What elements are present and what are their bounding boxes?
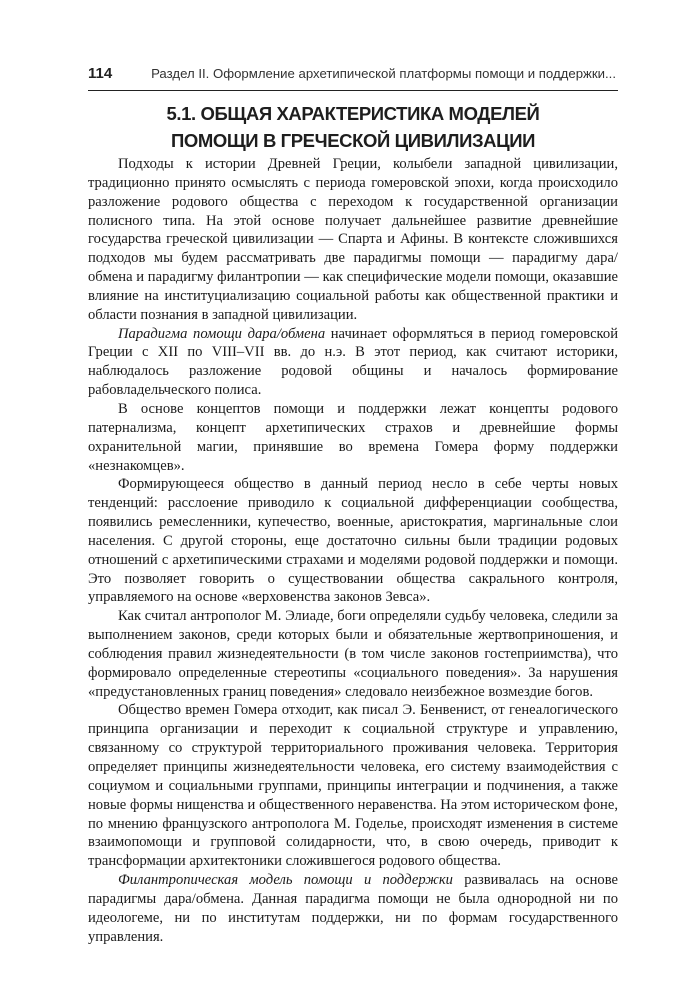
page-number: 114 <box>88 65 113 82</box>
paragraph-2 <box>88 325 618 400</box>
paragraph-7-italic-term: Филантропическая модель помощи и поддержки <box>118 872 453 889</box>
body-text <box>88 155 618 946</box>
paragraph-2-italic-term: Парадигма помощи дара/обмена <box>118 325 326 342</box>
paragraph-4: Формирующееся общество в данный период несло в себе черты новых тенденций: расслоение приводило к социальной дифференциации сообщества, появились ремесленники, купечество, военные, аристократия, маргинальные слои населения. С другой стороны, еще достаточно сильны были традиции родовых отношений с архетипическими страхами и моделями родовой поддержки и помощи. Это позволяет говорить о существовании общества сакрального контроля, управляемого на основе «верховенства законов Зевса». <box>88 476 618 606</box>
section-title-line-1: 5.1. ОБЩАЯ ХАРАКТЕРИСТИКА МОДЕЛЕЙ <box>166 103 540 124</box>
section-title <box>88 100 618 154</box>
section-title-line-2: ПОМОЩИ В ГРЕЧЕСКОЙ ЦИВИЛИЗАЦИИ <box>170 130 536 151</box>
paragraph-1: Подходы к истории Древней Греции, колыбели западной цивилизации, традиционно принято осмыслять с периода гомеровской эпохи, когда происходило разложение родового общества с переходом к государственной организации полисного типа. На этой основе получает дальнейшее развитие древнейшие государства греческой цивилизации — Спарта и Афины. В контексте сложившихся подходов мы будем рассматривать две парадигмы помощи — парадигму дара/обмена и парадигму филантропии — как специфические модели помощи, оказавшие влияние на институциализацию социальной работы как общественной практики и области познания в западной цивилизации. <box>88 156 618 323</box>
page-header <box>88 60 618 91</box>
paragraph-3: В основе концептов помощи и поддержки лежат концепты родового патернализма, концепт архетипических страхов и древнейшие формы охранительной магии, принявшие во времена Гомера форму поддержки «незнакомцев». <box>88 400 618 474</box>
paragraph-7-text: развивалась на основе парадигмы дара/обмена. Данная парадигма помощи не была однородной ни по идеологеме, ни по институтам поддержки, ни по формам государственного управления. <box>88 872 619 945</box>
paragraph-6: Общество времен Гомера отходит, как писал Э. Бенвенист, от генеалогического принципа организации и переходит к социальной структуре и управлению, связанному со структурой территориального проживания человека. Территория определяет принципы жизнедеятельности человека, его систему взаимодействия с социумом и социальными группами, принципы интеграции и подчинения, а также новые формы нищенства и общественного неравенства. На этом историческом фоне, по мнению французского антрополога М. Годелье, происходят изменения в системе взаимопомощи и групповой солидарности, что, в свою очередь, приводит к трансформации архитектоники сложившегося родового общества. <box>88 702 618 870</box>
running-head: Раздел II. Оформление архетипической платформы помощи и поддержки... <box>151 66 616 81</box>
paragraph-2-text: начинает оформляться в период гомеровской Греции с XII по VIII–VII вв. до н.э. В этот период, как считают историки, наблюдалось разложение родовой общины и началось формирование рабовладельческого полиса. <box>88 325 619 399</box>
paragraph-5: Как считал антрополог М. Элиаде, боги определяли судьбу человека, следили за выполнением законов, среди которых были и обязательные жертвоприношения, и соблюдения правил жизнедеятельности (в том числе законов гостеприимства), что формировало определенные стереотипы «социального поведения». За нарушения «предустановленных границ поведения» следовало неизбежное возмездие богов. <box>88 608 618 700</box>
paragraph-7 <box>88 871 618 946</box>
